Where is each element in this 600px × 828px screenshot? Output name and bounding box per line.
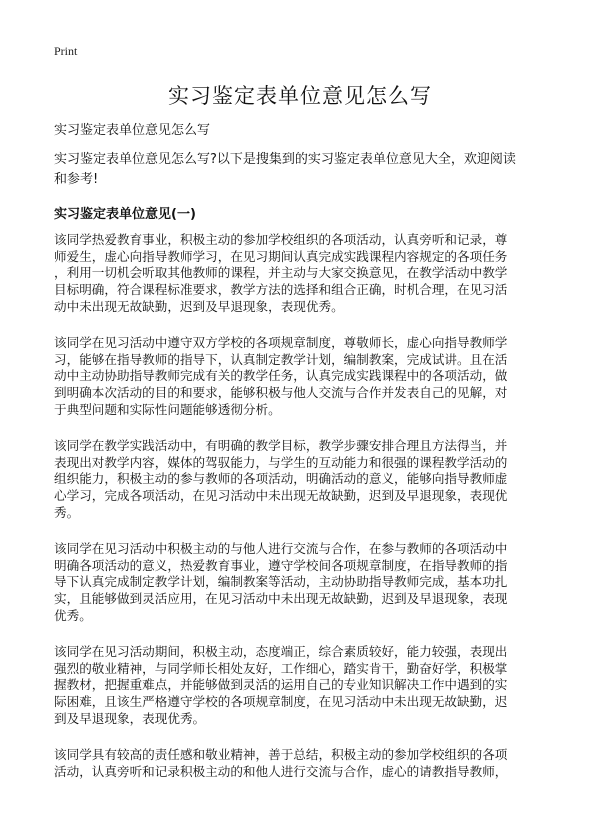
body-paragraph	[54, 541, 554, 625]
body-paragraph	[54, 335, 554, 419]
paragraph-line: 导下认真完成制定教学计划，编制教案等活动，主动协助指导教师完成，基本功扎	[54, 574, 508, 590]
paragraph-line: 强烈的敬业精神，与同学师长相处友好，工作细心，踏实肯干，勤奋好学，积极掌	[54, 660, 508, 676]
paragraph-line: 际困难，且该生严格遵守学校的各项规章制度，在见习活动中未出现无故缺勤，迟	[54, 694, 508, 710]
paragraph-line: 动中主动协助指导教师完成有关的教学任务，认真完成实践课程中的各项活动，做	[54, 368, 508, 384]
paragraph-line: 该同学在见习活动中积极主动的与他人进行交流与合作，在参与教师的各项活动中	[54, 541, 508, 557]
paragraph-line: 明确各项活动的意义，热爱教育事业，遵守学校间各项规章制度，在指导教师的指	[54, 557, 508, 573]
paragraph-line: 到明确本次活动的目的和要求，能够积极与他人交流与合作并发表自己的见解，对	[54, 385, 508, 401]
paragraph-line: 表现出对教学内容，媒体的驾驭能力，与学生的互动能力和很强的课程教学活动的	[54, 454, 508, 470]
paragraph-line: 该同学在教学实践活动中，有明确的教学目标，教学步骤安排合理且方法得当，并	[54, 438, 508, 454]
paragraph-line: 师爱生，虚心向指导教师学习，在见习期间认真完成实践课程内容规定的各项任务	[54, 248, 508, 264]
paragraph-line: ，利用一切机会听取其他教师的课程，并主动与大家交换意见，在教学活动中教学	[54, 265, 508, 281]
paragraph-line: 活动，认真旁听和记录积极主动的和他人进行交流与合作，虚心的请教指导教师，	[54, 763, 508, 779]
intro-line: 实习鉴定表单位意见怎么写?以下是搜集到的实习鉴定表单位意见大全，欢迎阅读	[54, 152, 516, 167]
body-paragraph	[54, 747, 554, 780]
body-paragraph	[54, 232, 554, 316]
paragraph-line: 该同学热爱教育事业，积极主动的参加学校组织的各项活动，认真旁听和记录，尊	[54, 232, 508, 247]
paragraph-line: 握教材，把握重难点，并能够做到灵活的运用自己的专业知识解决工作中遇到的实	[54, 677, 508, 693]
subtitle: 实习鉴定表单位意见怎么写	[54, 123, 211, 138]
paragraph-line: 优秀。	[54, 607, 92, 623]
body-paragraph	[54, 438, 554, 522]
paragraph-line: 该同学在见习活动期间，积极主动，态度端正，综合素质较好，能力较强，表现出	[54, 644, 508, 660]
print-label[interactable]: Print	[54, 44, 78, 58]
paragraph-line: 到及早退现象，表现优秀。	[54, 710, 206, 726]
paragraph-line: 组织能力，积极主动的参与教师的各项活动，明确活动的意义，能够向指导教师虚	[54, 471, 508, 487]
section-heading: 实习鉴定表单位意见(一)	[54, 207, 196, 222]
paragraph-line: 习，能够在指导教师的指导下，认真制定教学计划，编制教案，完成试讲。且在活	[54, 351, 508, 367]
body-paragraphs	[54, 232, 554, 800]
intro-paragraph	[54, 150, 516, 190]
intro-line: 和参考!	[54, 172, 99, 187]
paragraph-line: 动中未出现无故缺勤，迟到及早退现象，表现优秀。	[54, 298, 344, 314]
paragraph-line: 实，且能够做到灵活应用，在见习活动中未出现无故缺勤，迟到及早退现象，表现	[54, 591, 508, 607]
paragraph-line: 于典型问题和实际性问题能够透彻分析。	[54, 401, 281, 417]
body-paragraph	[54, 644, 554, 728]
paragraph-line: 该同学在见习活动中遵守双方学校的各项规章制度，尊敬师长，虚心向指导教师学	[54, 335, 508, 351]
paragraph-line: 目标明确，符合课程标准要求，教学方法的选择和组合正确，时机合理，在见习活	[54, 282, 508, 298]
paragraph-line: 心学习，完成各项活动，在见习活动中未出现无故缺勤，迟到及早退现象，表现优	[54, 488, 508, 504]
page-title: 实习鉴定表单位意见怎么写	[168, 84, 432, 108]
paragraph-line: 秀。	[54, 504, 80, 520]
paragraph-line: 该同学具有较高的责任感和敬业精神，善于总结，积极主动的参加学校组织的各项	[54, 747, 508, 763]
